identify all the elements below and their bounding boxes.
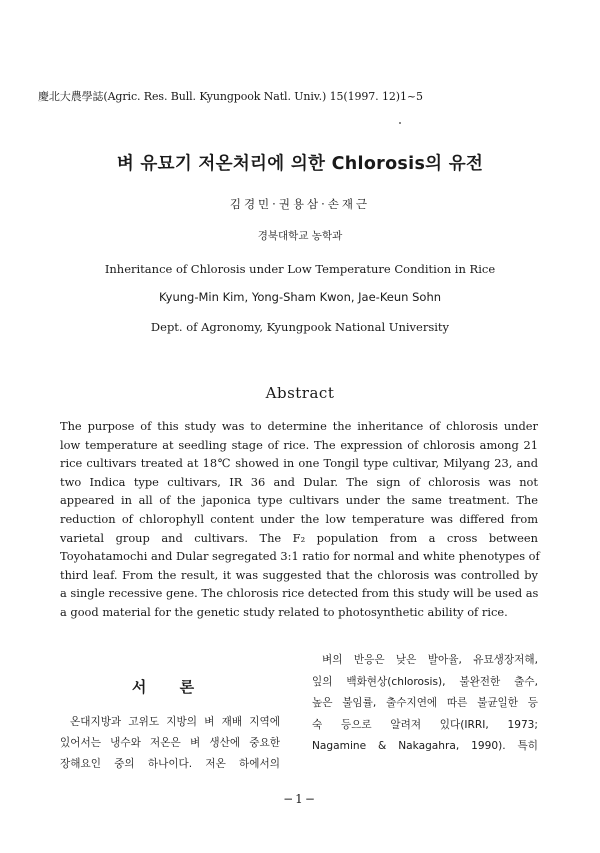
abstract-line: a single recessive gene. The chlorosis rice detected from this study will be used as <box>60 586 539 601</box>
paper-title-korean: 벼 유묘기 저온처리에 의한 Chlorosis의 유전 <box>116 154 484 174</box>
scan-speck <box>399 122 401 124</box>
journal-citation: 慶北大農學誌(Agric. Res. Bull. Kyungpook Natl. Univ.) 15(1997. 12)1~5 <box>38 90 423 103</box>
body-line: 있어서는 냉수와 저온은 벼 생산에 중요한 <box>60 737 280 749</box>
abstract-line: appeared in all of the japonica type cultivars under the same treatment. The <box>60 493 538 508</box>
page-number: −1− <box>283 792 317 806</box>
paper-title-english: Inheritance of Chlorosis under Low Temperature Condition in Rice <box>104 262 496 276</box>
abstract-heading: Abstract <box>265 384 335 402</box>
body-line: 잎의 백화현상(chlorosis), 불완전한 출수, <box>312 675 538 688</box>
abstract-line: two Indica type cultivars, IR 36 and Dular. The sign of chlorosis was not <box>60 474 538 489</box>
body-line: 벼의 반응은 낮은 발아율, 유묘생장저해, <box>322 654 538 666</box>
authors-korean: 김경민·권용삼·손재근 <box>229 197 371 211</box>
abstract-line: The purpose of this study was to determine the inheritance of chlorosis under <box>60 419 538 433</box>
affiliation-korean: 경북대학교 농학과 <box>257 230 343 242</box>
authors-english: Kyung-Min Kim, Yong-Sham Kwon, Jae-Keun Sohn <box>158 290 442 304</box>
abstract-line: varietal group and cultivars. The F₂ population from a cross between <box>60 530 538 545</box>
abstract-line: a good material for the genetic study related to photosynthetic ability of rice. <box>60 604 508 619</box>
abstract-line: Toyohatamochi and Dular segregated 3:1 ratio for normal and white phenotypes of <box>60 549 540 564</box>
body-column-left <box>60 712 280 775</box>
body-column-right <box>312 650 538 758</box>
body-line: Nagamine & Nakagahra, 1990). 특히 <box>312 740 538 752</box>
body-line: 온대지방과 고위도 지방의 벼 재배 지역에 <box>70 716 280 728</box>
abstract-line: rice cultivars treated at 18℃ showed in one Tongil type cultivar, Milyang 23, and <box>60 456 538 471</box>
abstract-line: reduction of chlorophyll content under the low temperature was differed from <box>60 511 538 526</box>
body-line: 장해요인 중의 하나이다. 저온 하에서의 <box>60 758 280 770</box>
abstract-body <box>60 417 538 622</box>
abstract-line: low temperature at seedling stage of rice. The expression of chlorosis among 21 <box>60 437 538 452</box>
body-line: 높은 불임률, 출수지연에 따른 불균일한 등 <box>312 697 538 709</box>
abstract-line: third leaf. From the result, it was suggested that the chlorosis was controlled by <box>60 567 538 582</box>
affiliation-english: Dept. of Agronomy, Kyungpook National University <box>150 320 450 334</box>
body-line: 숙 등으로 알려져 있다(IRRI, 1973; <box>312 718 538 731</box>
section-heading-introduction: 서 론 <box>131 678 209 696</box>
